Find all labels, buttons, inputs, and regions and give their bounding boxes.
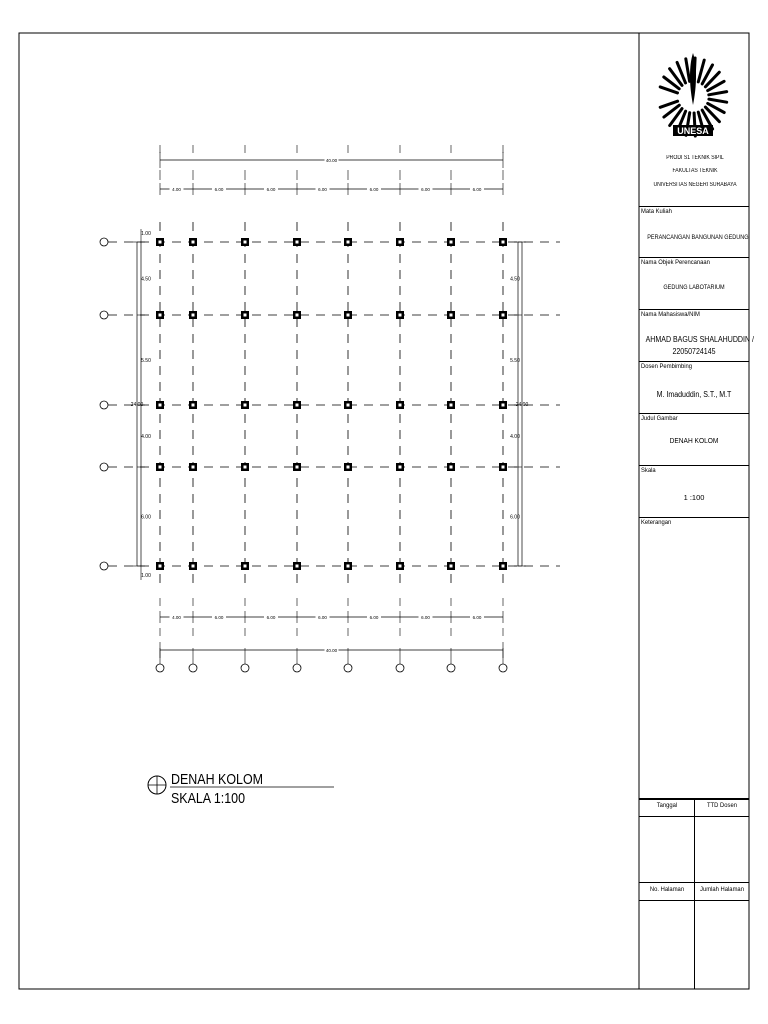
column-core: [159, 241, 162, 244]
objek-cell: [639, 258, 749, 310]
dimension-label: 6.00: [318, 187, 327, 192]
column-core: [502, 466, 505, 469]
column-core: [399, 404, 402, 407]
column-core: [244, 404, 247, 407]
dimension-label: 6.00: [421, 615, 430, 620]
column-core: [159, 466, 162, 469]
column-core: [399, 314, 402, 317]
dimension-label: 40.00: [325, 158, 338, 163]
mata-kuliah-label: Mata Kuliah: [641, 208, 672, 215]
dimension-label: 6.00: [266, 615, 276, 620]
dimension-label: 40.00: [325, 648, 338, 653]
grid-bubble: [293, 664, 301, 672]
logo-petal: [660, 87, 677, 93]
mahasiswa-label: Nama Mahasiswa/NIM: [641, 311, 700, 318]
grid-bubble: [100, 311, 108, 319]
unesa-logo: [660, 53, 727, 136]
dimension-label: 24.00: [130, 402, 144, 408]
column-core: [244, 241, 247, 244]
column-core: [296, 466, 299, 469]
judul-label: Judul Gambar: [641, 415, 678, 422]
column-core: [296, 241, 299, 244]
dimension-label: 4.00: [172, 615, 181, 620]
drawing-caption: [148, 771, 334, 807]
column-plan: [100, 145, 560, 672]
logo-petal: [709, 99, 727, 102]
dimension-label: 5.50: [141, 358, 151, 364]
no-halaman-label: No. Halaman: [649, 886, 685, 893]
column-core: [502, 404, 505, 407]
grid-bubble: [100, 401, 108, 409]
column-core: [450, 241, 453, 244]
dimension-label: 6.00: [369, 187, 379, 192]
keterangan-cell: [639, 518, 749, 799]
objek-value: GEDUNG LABOTARIUM: [663, 284, 725, 291]
column-core: [347, 241, 350, 244]
grid-bubble: [396, 664, 404, 672]
logo-petal: [709, 92, 727, 95]
dimension-label: 6.00: [266, 187, 276, 192]
mata-kuliah-cell: [639, 206, 749, 258]
university-line-1: PRODI S1 TEKNIK SIPIL: [666, 155, 724, 161]
column-core: [192, 314, 195, 317]
skala-label: Skala: [641, 467, 656, 474]
column-core: [244, 466, 247, 469]
dosen-cell: [639, 362, 749, 414]
column-core: [347, 404, 350, 407]
title-block-split-line: [694, 799, 695, 989]
column-core: [192, 404, 195, 407]
column-core: [159, 404, 162, 407]
judul-cell: [639, 414, 749, 466]
column-core: [502, 241, 505, 244]
jumlah-halaman-label: Jumlah Halaman: [700, 886, 744, 893]
column-core: [450, 404, 453, 407]
dimension-label: 4.00: [510, 434, 520, 440]
grid-bubble: [100, 562, 108, 570]
column-core: [244, 314, 247, 317]
column-core: [192, 466, 195, 469]
column-core: [347, 565, 350, 568]
dimension-label: 6.00: [472, 615, 482, 620]
grid-bubble: [447, 664, 455, 672]
caption-scale: SKALA 1:100: [171, 790, 245, 807]
grid-bubble: [100, 238, 108, 246]
column-core: [192, 241, 195, 244]
dimension-label: 6.00: [214, 615, 224, 620]
dimension-label: 6.00: [472, 187, 482, 192]
column-core: [296, 565, 299, 568]
dimension-label: 4.00: [141, 434, 151, 440]
skala-cell: [639, 466, 749, 518]
ttd-dosen-label: TTD Dosen: [707, 802, 737, 809]
dimension-label: 6.00: [214, 187, 224, 192]
dimension-label: 6.00: [141, 514, 151, 521]
university-line-2: FAKULTAS TEKNIK: [672, 168, 718, 174]
mahasiswa-cell: [639, 310, 754, 362]
column-core: [244, 565, 247, 568]
column-core: [450, 565, 453, 568]
dimension-label: 5.50: [510, 358, 520, 364]
dimension-label: 6.00: [421, 187, 430, 192]
dosen-value: M. Imaduddin, S.T., M.T: [656, 390, 732, 399]
column-core: [296, 404, 299, 407]
mahasiswa-name: AHMAD BAGUS SHALAHUDDIN /: [645, 335, 754, 344]
dimension-label: 6.00: [369, 615, 379, 620]
column-core: [502, 314, 505, 317]
grid-bubble: [344, 664, 352, 672]
column-core: [399, 565, 402, 568]
column-core: [502, 565, 505, 568]
column-core: [399, 466, 402, 469]
dosen-label: Dosen Pembimbing: [641, 363, 693, 370]
dimension-label: 6.00: [318, 615, 327, 620]
university-line-3: UNIVERSITAS NEGERI SURABAYA: [653, 182, 737, 188]
dimension-label: 4.50: [141, 276, 151, 283]
grid-bubble: [499, 664, 507, 672]
grid-bubble: [189, 664, 197, 672]
column-core: [399, 241, 402, 244]
column-core: [347, 314, 350, 317]
edge-offset-label: 1.00: [141, 573, 151, 579]
grid-bubble: [100, 463, 108, 471]
edge-offset-label: 1.00: [141, 231, 151, 237]
mata-kuliah-value: PERANCANGAN BANGUNAN GEDUNG: [647, 234, 749, 241]
dimension-label: 24.00: [515, 402, 529, 408]
keterangan-label: Keterangan: [641, 519, 672, 526]
dimension-label: 6.00: [510, 514, 520, 521]
grid-bubble: [156, 664, 164, 672]
column-core: [347, 466, 350, 469]
column-core: [296, 314, 299, 317]
logo-petal: [698, 60, 704, 82]
logo-text: UNESA: [677, 126, 709, 136]
column-core: [159, 565, 162, 568]
mahasiswa-nim: 22050724145: [672, 347, 716, 356]
dimension-label: 4.50: [510, 276, 520, 283]
caption-title: DENAH KOLOM: [171, 771, 263, 788]
column-core: [450, 314, 453, 317]
column-core: [192, 565, 195, 568]
dimension-label: 4.00: [172, 187, 181, 192]
skala-value: 1 :100: [683, 493, 705, 502]
logo-petal: [686, 59, 690, 82]
column-core: [450, 466, 453, 469]
column-core: [159, 314, 162, 317]
logo-petal: [660, 101, 677, 107]
objek-label: Nama Objek Perencanaan: [641, 259, 710, 266]
grid-bubble: [241, 664, 249, 672]
tanggal-label: Tanggal: [656, 802, 678, 809]
judul-value: DENAH KOLOM: [669, 436, 719, 445]
